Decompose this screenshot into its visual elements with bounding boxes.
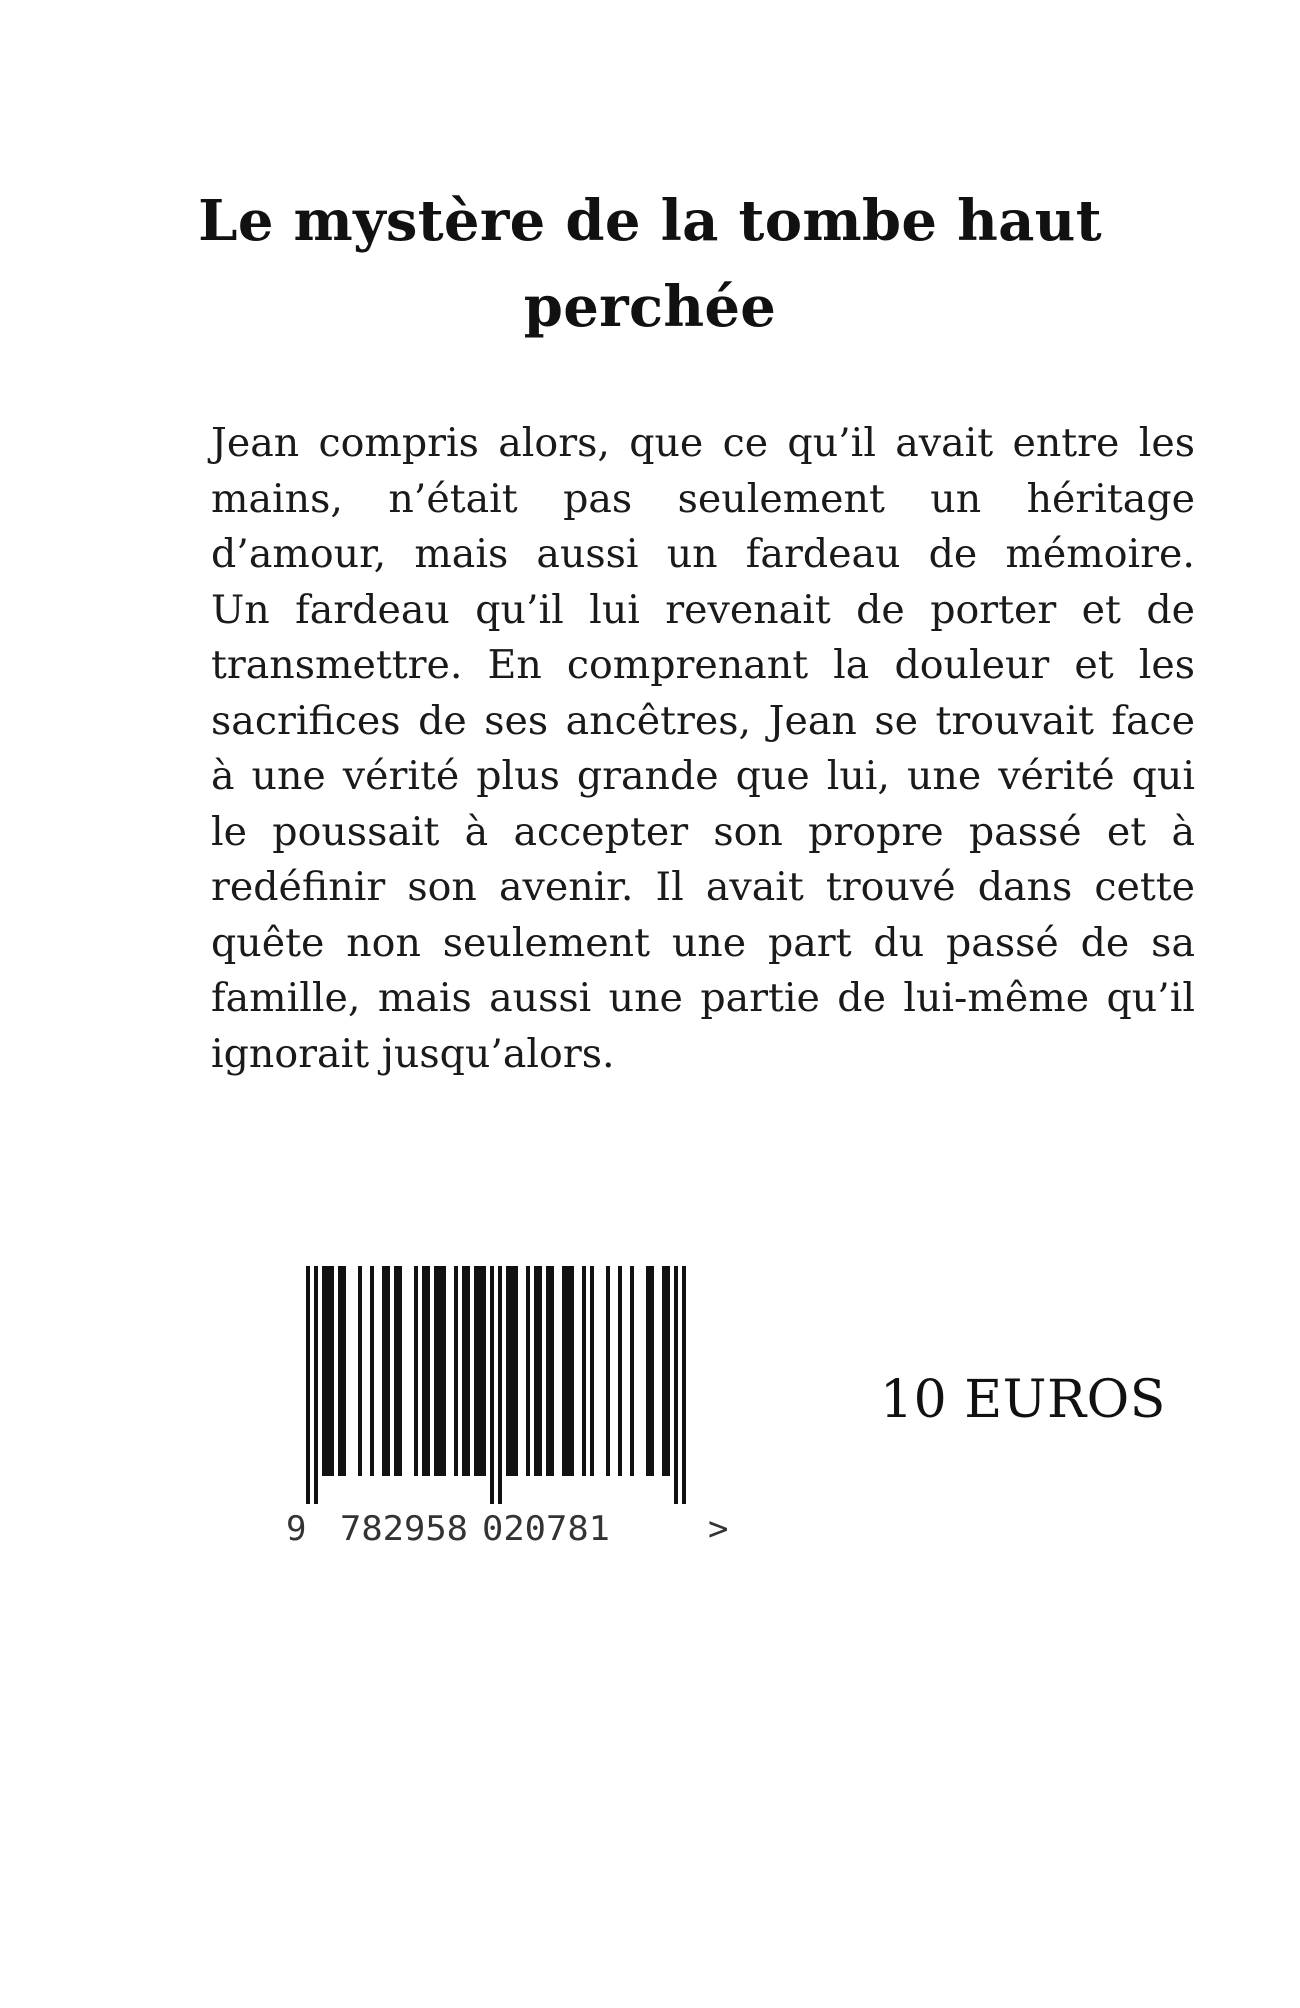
summary-line: redéfinir son avenir. Il avait trouvé dans cette [211,864,1195,910]
barcode-bar [422,1266,426,1476]
barcode-bar [534,1266,538,1476]
isbn-barcode [272,1256,742,1556]
summary-line: mains, n’était pas seulement un héritage [211,475,1195,522]
summary-line: à une vérité plus grande que lui, une vérité qui [211,753,1195,799]
barcode-bar [566,1266,570,1476]
barcode-bar [322,1266,326,1476]
summary-line: quête non seulement une part du passé de sa [211,919,1195,966]
barcode-bar [550,1266,554,1476]
barcode-bar [342,1266,346,1476]
summary-line: transmettre. En comprenant la douleur et les [211,642,1195,688]
barcode-first-digit: 9 [286,1509,307,1549]
barcode-bar [386,1266,390,1476]
summary-line: d’amour, mais aussi un fardeau de mémoire. [211,531,1195,577]
barcode-left-digits: 782958 [340,1509,468,1549]
price-label: 10 EUROS [880,1370,1166,1430]
barcode-bar [394,1266,398,1476]
barcode-guard-bar [314,1266,318,1504]
barcode-bar [650,1266,654,1476]
barcode-bar [538,1266,542,1476]
barcode-guard-bar [682,1266,686,1504]
barcode-bar [454,1266,458,1476]
barcode-guard-bar [306,1266,310,1504]
barcode-right-digits: 020781 [482,1509,610,1549]
barcode-bar [442,1266,446,1476]
barcode-bar [666,1266,670,1476]
summary-line: le poussait à accepter son propre passé et à [211,808,1195,855]
barcode-guard-bar [674,1266,678,1504]
barcode-bar [338,1266,342,1476]
back-cover-summary [211,416,1195,1082]
barcode-bar [606,1266,610,1476]
book-title: Le mystère de la tombe haut perchée [198,188,1102,340]
barcode-bar [582,1266,586,1476]
barcode-bar [618,1266,622,1476]
barcode-bar [646,1266,650,1476]
barcode-bar [466,1266,470,1476]
barcode-bar [474,1266,478,1476]
barcode-bar [462,1266,466,1476]
barcode-bar [398,1266,402,1476]
barcode-bar [662,1266,666,1476]
summary-line: famille, mais aussi une partie de lui-même qu’il [211,975,1195,1021]
barcode-guard-bar [490,1266,494,1504]
barcode-bar [478,1266,482,1476]
summary-line: sacrifices de ses ancêtres, Jean se trouvait face [211,697,1195,744]
barcode-bar [506,1266,510,1476]
barcode-guard-bar [498,1266,502,1504]
barcode-bar [330,1266,334,1476]
barcode-bar [326,1266,330,1476]
barcode-bar [510,1266,514,1476]
barcode-bar [630,1266,634,1476]
barcode-bar [482,1266,486,1476]
barcode-bar [358,1266,362,1476]
barcode-bar [382,1266,386,1476]
barcode-bar [434,1266,438,1476]
barcode-bar [546,1266,550,1476]
barcode-bar [438,1266,442,1476]
barcode-end-marker: > [708,1509,729,1549]
barcode-bar [370,1266,374,1476]
summary-line: ignorait jusqu’alors. [211,1030,615,1077]
barcode-bar [414,1266,418,1476]
barcode-bar [526,1266,530,1476]
barcode-bar [590,1266,594,1476]
barcode-bar [514,1266,518,1476]
summary-line: Un fardeau qu’il lui revenait de porter et de [211,586,1195,633]
barcode-bar [562,1266,566,1476]
barcode-bar [426,1266,430,1476]
barcode-bar [570,1266,574,1476]
summary-line: Jean compris alors, que ce qu’il avait entre les [211,420,1195,466]
barcode-bars [306,1266,686,1504]
barcode-graphic [272,1256,742,1556]
